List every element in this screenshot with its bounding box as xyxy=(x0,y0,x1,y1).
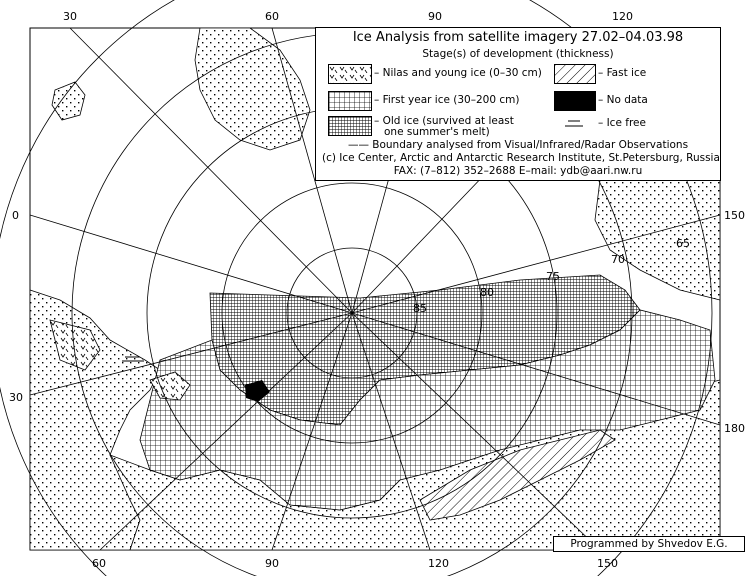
lon-left-30: 30 xyxy=(9,391,23,404)
lat-label-80: 80 xyxy=(480,286,494,299)
lon-top-60: 60 xyxy=(265,10,279,23)
lat-label-75: 75 xyxy=(546,270,560,283)
lon-right-180: 180 xyxy=(724,422,745,435)
swatch-old-ice xyxy=(328,116,372,136)
lon-bottom-60: 60 xyxy=(92,557,106,570)
swatch-first-year xyxy=(328,91,372,111)
swatch-nilas xyxy=(328,64,372,84)
lat-label-70: 70 xyxy=(611,253,625,266)
legend-title: Ice Analysis from satellite imagery 27.02–04.03.98 xyxy=(352,30,684,45)
legend-subtitle: Stage(s) of development (thickness) xyxy=(422,48,614,60)
ice-free-icon xyxy=(564,118,584,130)
lon-top-90: 90 xyxy=(428,10,442,23)
legend-copyright: (c) Ice Center, Arctic and Antarctic Research Institute, St.Petersburg, Russia xyxy=(322,152,720,164)
legend-no-data: – No data xyxy=(598,94,648,106)
swatch-no-data xyxy=(554,91,596,111)
legend-box xyxy=(315,27,721,181)
legend-old-ice-line2: one summer's melt) xyxy=(384,126,490,138)
lat-label-65: 65 xyxy=(676,237,690,250)
swatch-fast-ice xyxy=(554,64,596,84)
legend-contact: FAX: (7–812) 352–2688 E–mail: ydb@aari.nw.ru xyxy=(393,165,643,177)
lon-left-0: 0 xyxy=(12,209,19,222)
legend-old-ice-line1: – Old ice (survived at least xyxy=(374,115,514,127)
credit-label: Programmed by Shvedov E.G. xyxy=(553,536,745,552)
lat-label-85: 85 xyxy=(413,302,427,315)
legend-boundary: —— Boundary analysed from Visual/Infrared/Radar Observations xyxy=(347,139,689,151)
lon-bottom-150: 150 xyxy=(597,557,618,570)
lon-top-120: 120 xyxy=(612,10,633,23)
legend-fast-ice: – Fast ice xyxy=(598,67,647,79)
lon-top-30: 30 xyxy=(63,10,77,23)
legend-first-year: – First year ice (30–200 cm) xyxy=(374,94,520,106)
legend-ice-free: – Ice free xyxy=(598,117,646,129)
legend-nilas: – Nilas and young ice (0–30 cm) xyxy=(374,67,542,79)
lon-bottom-90: 90 xyxy=(265,557,279,570)
lon-right-150: 150 xyxy=(724,209,745,222)
lon-bottom-120: 120 xyxy=(428,557,449,570)
